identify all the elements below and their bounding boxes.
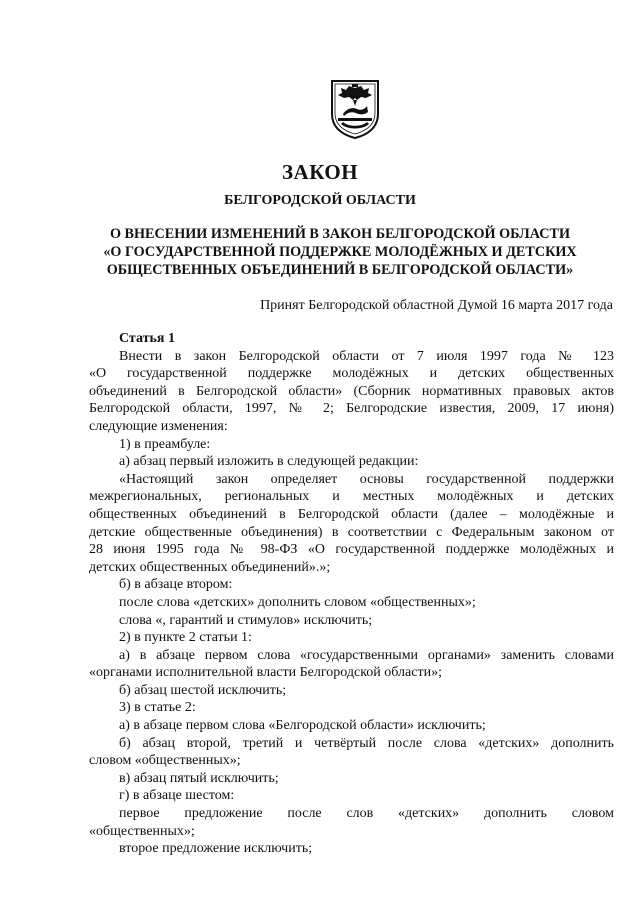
text-line: после слова «детских» дополнить словом «общественных»;	[119, 594, 476, 610]
text-line: детских общественных объединений».»;	[89, 559, 331, 575]
text-line: детские общественные объединения) в соответствии с Федеральным законом от	[89, 524, 614, 540]
text-line: г) в абзаце шестом:	[119, 788, 235, 804]
text-line: второе предложение исключить;	[119, 841, 313, 857]
article-heading: Статья 1	[119, 331, 175, 346]
text-line: «общественных»;	[89, 823, 195, 839]
subject-line: «О ГОСУДАРСТВЕННОЙ ПОДДЕРЖКЕ МОЛОДЁЖНЫХ И ДЕТСКИХ	[103, 244, 577, 260]
text-line: «Настоящий закон определяет основы государственной поддержки	[119, 471, 614, 487]
text-line: 2) в пункте 2 статьи 1:	[119, 630, 252, 646]
subject-line: ОБЩЕСТВЕННЫХ ОБЪЕДИНЕНИЙ В БЕЛГОРОДСКОЙ ОБЛАСТИ»	[106, 262, 574, 278]
region-title: БЕЛГОРОДСКОЙ ОБЛАСТИ	[224, 193, 416, 208]
adoption-note: Принят Белгородской областной Думой 16 марта 2017 года	[260, 298, 613, 313]
text-line: 1) в преамбуле:	[119, 436, 211, 452]
text-line: 3) в статье 2:	[119, 700, 196, 716]
text-line: а) в абзаце первом слова «государственными органами» заменить словами	[119, 647, 614, 663]
text-line: общественных объединений в Белгородской области (далее – молодёжные и	[89, 506, 614, 522]
law-subject	[60, 225, 620, 279]
subject-line: О ВНЕСЕНИИ ИЗМЕНЕНИЙ В ЗАКОН БЕЛГОРОДСКОЙ ОБЛАСТИ	[109, 226, 571, 242]
text-line: а) в абзаце первом слова «Белгородской области» исключить;	[119, 718, 486, 734]
text-line: 28 июня 1995 года № 98-ФЗ «О государственной поддержке молодёжных и	[89, 542, 614, 558]
text-line: первое предложение после слов «детских» дополнить словом	[119, 806, 614, 822]
text-line: Внести в закон Белгородской области от 7 июля 1997 года № 123	[119, 348, 614, 364]
coat-of-arms-icon	[329, 78, 381, 140]
document-title: ЗАКОН	[281, 160, 359, 184]
text-line: б) абзац второй, третий и четвёртый после слова «детских» дополнить	[119, 735, 614, 751]
text-line: б) в абзаце втором:	[119, 577, 233, 593]
article-body	[89, 330, 614, 858]
text-line: в) абзац пятый исключить;	[119, 770, 279, 786]
text-line: Белгородской области, 1997, № 2; Белгородские известия, 2009, 17 июня)	[89, 401, 614, 417]
text-line: «органами исполнительной власти Белгородской области»;	[89, 665, 442, 681]
text-line: слова «, гарантий и стимулов» исключить;	[119, 612, 373, 628]
text-line: следующие изменения:	[89, 418, 228, 434]
text-line: «О государственной поддержке молодёжных и детских общественных	[89, 366, 614, 382]
text-line: межрегиональных, региональных и местных молодёжных и детских	[89, 489, 614, 505]
text-line: б) абзац шестой исключить;	[119, 682, 287, 698]
text-line: объединений в Белгородской области» (Сборник нормативных правовых актов	[89, 383, 614, 399]
text-line: а) абзац первый изложить в следующей редакции:	[119, 454, 419, 470]
text-line: словом «общественных»;	[89, 753, 241, 769]
